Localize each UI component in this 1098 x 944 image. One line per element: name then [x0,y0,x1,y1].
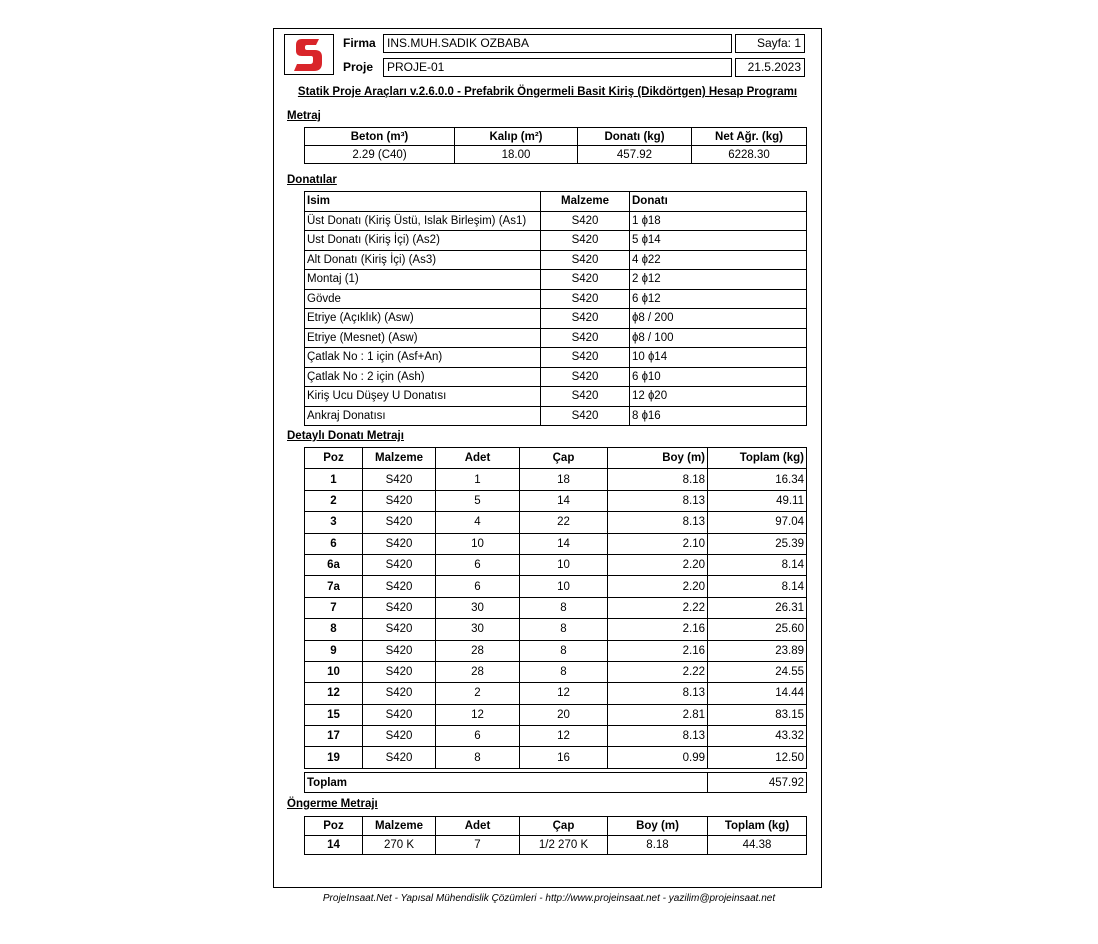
donati-row [305,328,807,348]
detayli-row-cell: 24.55 [708,661,807,682]
detayli-row-cell: S420 [363,490,436,511]
donati-row-cell: S420 [541,289,630,309]
detayli-row-cell: 43.32 [708,726,807,747]
detayli-row-cell: S420 [363,661,436,682]
total-label: Toplam [305,773,708,793]
donati-row [305,367,807,387]
detayli-row-cell: 8 [520,597,608,618]
detayli-row-cell: 8 [520,661,608,682]
metraj-agirlik-value: 6228.30 [692,146,807,164]
detayli-row-cell: 25.60 [708,619,807,640]
detayli-row-cell: 8 [436,747,520,768]
detayli-row-cell: 30 [436,619,520,640]
detayli-row-cell: 3 [305,512,363,533]
donati-row [305,406,807,426]
metraj-table [304,127,807,164]
detayli-row-cell: 6 [305,533,363,554]
detayli-row-cell: 2.20 [608,554,708,575]
detayli-row [305,512,807,533]
metraj-kalip-value: 18.00 [455,146,578,164]
detayli-row-cell: S420 [363,747,436,768]
detayli-row-cell: 17 [305,726,363,747]
detayli-row [305,683,807,704]
detayli-row-cell: 8.13 [608,490,708,511]
detayli-row-cell: 8.13 [608,512,708,533]
firma-value: INS.MUH.SADIK OZBABA [383,34,732,53]
metraj-beton-value: 2.29 (C40) [305,146,455,164]
donati-row-cell: Etriye (Mesnet) (Asw) [305,328,541,348]
detayli-row-cell: 28 [436,640,520,661]
ongerme-row-cell: 1/2 270 K [520,836,608,855]
metraj-donati-value: 457.92 [578,146,692,164]
detayli-row [305,597,807,618]
detayli-row-cell: 14 [520,533,608,554]
ongerme-row-cell: 7 [436,836,520,855]
detayli-row-cell: 0.99 [608,747,708,768]
detayli-row-cell: S420 [363,554,436,575]
donati-row-cell: S420 [541,348,630,368]
donatilar-heading: Donatılar [287,174,337,186]
detayli-row-cell: 8 [520,640,608,661]
detayli-row [305,619,807,640]
donati-row-cell: Alt Donatı (Kiriş İçi) (As3) [305,250,541,270]
detayli-row-cell: 12.50 [708,747,807,768]
donati-row-cell: Ankraj Donatısı [305,406,541,426]
donati-row-cell: S420 [541,211,630,231]
donati-row [305,250,807,270]
donati-row-cell: S420 [541,309,630,329]
detayli-row-cell: 9 [305,640,363,661]
donati-row [305,270,807,290]
donati-row-cell: 4 ɸ22 [630,250,807,270]
donati-row-cell: 2 ɸ12 [630,270,807,290]
detayli-row-cell: 15 [305,704,363,725]
donati-row-cell: Üst Donatı (Kiriş Üstü, Islak Birleşim) (As1) [305,211,541,231]
ongerme-row-cell: 270 K [363,836,436,855]
donati-row-cell: Montaj (1) [305,270,541,290]
detayli-row-cell: S420 [363,726,436,747]
donati-row [305,348,807,368]
detayli-row [305,469,807,490]
ongerme-col-header: Poz [305,817,363,836]
metraj-col-header: Net Ağr. (kg) [692,128,807,146]
ongerme-col-header: Adet [436,817,520,836]
metraj-col-header: Beton (m³) [305,128,455,146]
detayli-row-cell: 12 [305,683,363,704]
detayli-row-cell: 23.89 [708,640,807,661]
ongerme-table [304,816,807,855]
detayli-row-cell: 19 [305,747,363,768]
donati-row [305,211,807,231]
detayli-row-cell: 8.13 [608,683,708,704]
donatilar-col-header: Donatı [630,192,807,212]
donati-row-cell: Gövde [305,289,541,309]
detayli-total-table [304,772,807,793]
donati-row-cell: 10 ɸ14 [630,348,807,368]
detayli-row-cell: S420 [363,597,436,618]
donati-row-cell: S420 [541,387,630,407]
donatilar-table [304,191,807,426]
donatilar-col-header: Isim [305,192,541,212]
donati-row-cell: Ust Donatı (Kiriş İçi) (As2) [305,231,541,251]
ongerme-col-header: Çap [520,817,608,836]
donati-row-cell: Kiriş Ucu Düşey U Donatısı [305,387,541,407]
detayli-row-cell: 8.13 [608,726,708,747]
donatilar-col-header: Malzeme [541,192,630,212]
detayli-row-cell: S420 [363,683,436,704]
ongerme-row-cell: 44.38 [708,836,807,855]
detayli-row-cell: 83.15 [708,704,807,725]
detayli-row-cell: 25.39 [708,533,807,554]
detayli-row-cell: 1 [436,469,520,490]
detayli-row-cell: 20 [520,704,608,725]
donati-row [305,289,807,309]
detayli-row-cell: 2.16 [608,640,708,661]
detayli-row-cell: 12 [436,704,520,725]
report-page [273,28,822,888]
detayli-row-cell: S420 [363,576,436,597]
donati-row-cell: ɸ8 / 200 [630,309,807,329]
donati-row-cell: ɸ8 / 100 [630,328,807,348]
detayli-row-cell: 2.22 [608,661,708,682]
donati-row-cell: S420 [541,367,630,387]
detayli-row-cell: 8.14 [708,554,807,575]
detayli-row [305,554,807,575]
detayli-row [305,490,807,511]
detayli-row-cell: 12 [520,726,608,747]
detayli-row-cell: 2 [436,683,520,704]
detayli-col-header: Çap [520,448,608,469]
detayli-row-cell: 8 [305,619,363,640]
detayli-row-cell: 97.04 [708,512,807,533]
donati-row-cell: S420 [541,406,630,426]
donati-row-cell: S420 [541,231,630,251]
donati-row-cell: Çatlak No : 2 için (Ash) [305,367,541,387]
detayli-row-cell: 10 [520,554,608,575]
ongerme-col-header: Malzeme [363,817,436,836]
total-value: 457.92 [708,773,807,793]
detayli-col-header: Boy (m) [608,448,708,469]
detayli-row-cell: 2 [305,490,363,511]
detayli-row-cell: 10 [436,533,520,554]
donati-row-cell: 6 ɸ10 [630,367,807,387]
detayli-row [305,747,807,768]
detayli-row [305,576,807,597]
detayli-row [305,533,807,554]
firma-label: Firma [343,36,376,50]
detayli-col-header: Poz [305,448,363,469]
donati-row-cell: S420 [541,270,630,290]
donati-row-cell: S420 [541,250,630,270]
detayli-col-header: Malzeme [363,448,436,469]
detayli-row-cell: 2.16 [608,619,708,640]
detayli-row-cell: 6 [436,726,520,747]
detayli-row-cell: 16.34 [708,469,807,490]
donati-row-cell: 5 ɸ14 [630,231,807,251]
detayli-row-cell: 49.11 [708,490,807,511]
report-title: Statik Proje Araçları v.2.6.0.0 - Prefabrik Öngermeli Basit Kiriş (Dikdörtgen) Hesap Programı [297,86,798,98]
detayli-row [305,704,807,725]
detayli-row-cell: 8.14 [708,576,807,597]
donati-row [305,231,807,251]
detayli-row-cell: 30 [436,597,520,618]
detayli-col-header: Toplam (kg) [708,448,807,469]
donati-row-cell: 12 ɸ20 [630,387,807,407]
proje-value: PROJE-01 [383,58,732,77]
ongerme-row [305,836,807,855]
ongerme-col-header: Boy (m) [608,817,708,836]
detayli-row-cell: 28 [436,661,520,682]
detayli-row-cell: 8 [520,619,608,640]
detayli-row-cell: 6 [436,554,520,575]
detayli-row-cell: 7 [305,597,363,618]
detayli-row-cell: 8.18 [608,469,708,490]
donati-row-cell: Etriye (Açıklık) (Asw) [305,309,541,329]
company-logo [284,34,334,75]
detayli-row-cell: 22 [520,512,608,533]
donati-row-cell: 6 ɸ12 [630,289,807,309]
detayli-row-cell: 2.10 [608,533,708,554]
donati-row [305,309,807,329]
detayli-row-cell: 2.20 [608,576,708,597]
detayli-col-header: Adet [436,448,520,469]
detayli-row-cell: 10 [520,576,608,597]
detayli-row-cell: 5 [436,490,520,511]
detayli-row-cell: S420 [363,469,436,490]
detayli-row-cell: 1 [305,469,363,490]
ongerme-heading: Öngerme Metrajı [287,798,378,810]
detayli-row-cell: 12 [520,683,608,704]
detayli-donati-table [304,447,807,769]
detayli-row-cell: 6 [436,576,520,597]
detayli-row-cell: S420 [363,533,436,554]
detayli-row-cell: 14 [520,490,608,511]
detayli-row-cell: 10 [305,661,363,682]
projeinsaat-logo-icon [292,37,326,73]
donati-row-cell: Çatlak No : 1 için (Asf+An) [305,348,541,368]
detayli-row-cell: 16 [520,747,608,768]
donati-row [305,387,807,407]
detayli-row-cell: S420 [363,512,436,533]
detayli-row-cell: 6a [305,554,363,575]
detayli-row [305,726,807,747]
detayli-row-cell: 26.31 [708,597,807,618]
detayli-row-cell: 2.22 [608,597,708,618]
report-date: 21.5.2023 [735,58,805,77]
detayli-row [305,661,807,682]
donati-row-cell: 1 ɸ18 [630,211,807,231]
detayli-row-cell: S420 [363,619,436,640]
detayli-row-cell: 14.44 [708,683,807,704]
donati-row-cell: S420 [541,328,630,348]
proje-label: Proje [343,60,374,74]
ongerme-row-cell: 14 [305,836,363,855]
detayli-row-cell: S420 [363,640,436,661]
detayli-heading: Detaylı Donatı Metrajı [287,430,404,442]
metraj-col-header: Kalıp (m²) [455,128,578,146]
detayli-row [305,640,807,661]
detayli-row-cell: 7a [305,576,363,597]
page-footer: ProjeInsaat.Net - Yapısal Mühendislik Çözümleri - http://www.projeinsaat.net - yazilim@projeinsaat.net [322,893,776,904]
donati-row-cell: 8 ɸ16 [630,406,807,426]
detayli-row-cell: 18 [520,469,608,490]
page-number: Sayfa: 1 [735,34,805,53]
detayli-row-cell: 2.81 [608,704,708,725]
ongerme-row-cell: 8.18 [608,836,708,855]
metraj-col-header: Donatı (kg) [578,128,692,146]
ongerme-col-header: Toplam (kg) [708,817,807,836]
detayli-row-cell: S420 [363,704,436,725]
metraj-heading: Metraj [287,110,321,122]
detayli-row-cell: 4 [436,512,520,533]
